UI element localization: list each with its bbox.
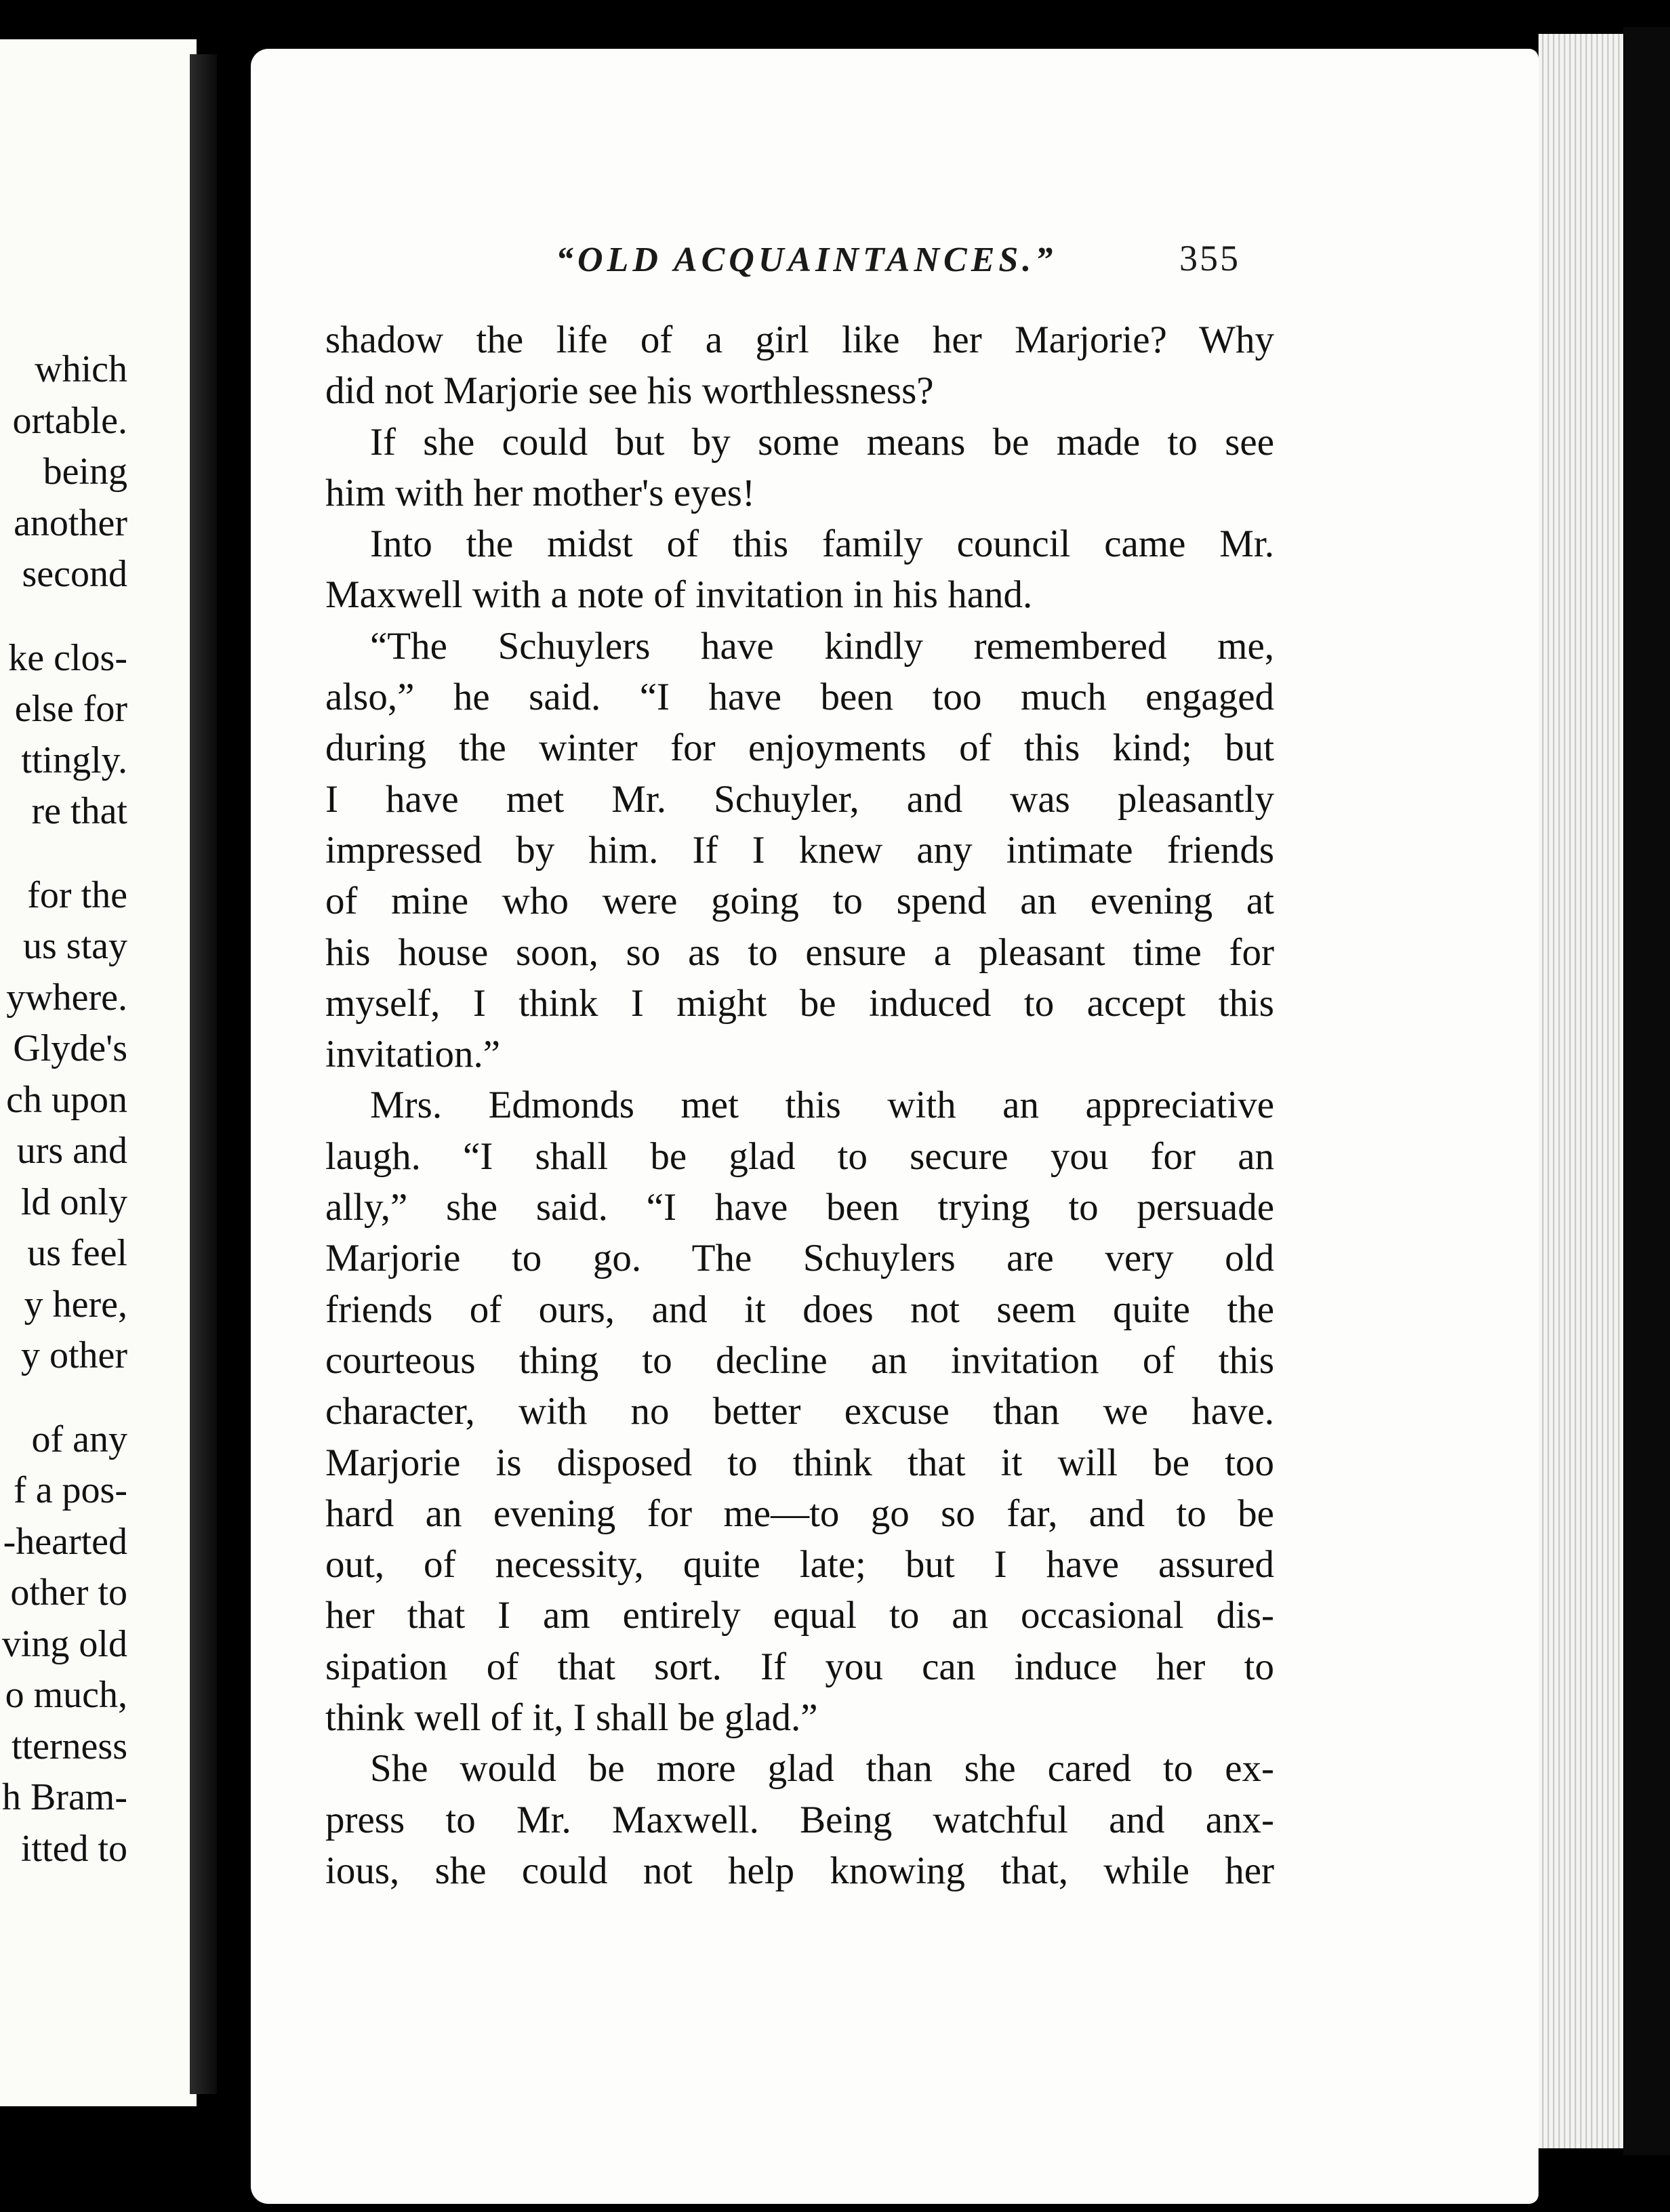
facing-page-line: other to: [10, 1572, 127, 1614]
facing-page-line: Glyde's: [13, 1027, 127, 1069]
facing-page-line: -hearted: [3, 1520, 127, 1563]
facing-page-line: ch upon: [6, 1078, 127, 1121]
text-line: sipation of that sort. If you can induce her to: [325, 1645, 1274, 1688]
book-gutter: [190, 54, 217, 2094]
facing-page-line: ttingly.: [21, 739, 127, 781]
facing-page-line: re that: [31, 790, 127, 832]
text-line: invitation.”: [325, 1033, 501, 1076]
facing-page-line: being: [43, 451, 127, 493]
text-line: Marjorie is disposed to think that it will be too: [325, 1441, 1274, 1484]
text-line: courteous thing to decline an invitation of this: [325, 1338, 1274, 1382]
facing-page-text: [0, 344, 127, 1875]
text-line: shadow the life of a girl like her Marjorie? Why: [325, 319, 1274, 361]
text-line: impressed by him. If I knew any intimate friends: [325, 828, 1274, 872]
facing-page-line: ortable.: [12, 399, 127, 442]
text-line: friends of ours, and it does not seem quite the: [325, 1288, 1274, 1331]
facing-page-line: ld only: [20, 1181, 127, 1223]
paragraph-gap: [0, 1382, 127, 1414]
text-line: ious, she could not help knowing that, while her: [325, 1849, 1274, 1892]
text-line: Maxwell with a note of invitation in his hand.: [325, 573, 1033, 617]
running-head: “OLD ACQUAINTANCES.”: [556, 241, 1057, 279]
facing-page-line: another: [14, 501, 127, 544]
page-body-text: [325, 314, 1274, 1896]
facing-page-line: else for: [14, 688, 127, 730]
facing-page-line: for the: [27, 874, 127, 916]
text-line: did not Marjorie see his worthlessness?: [325, 369, 934, 413]
facing-page-line: ke clos-: [8, 636, 127, 679]
facing-page-line: which: [35, 348, 127, 390]
page-edges: [1539, 34, 1627, 2148]
facing-page-line: ywhere.: [6, 976, 127, 1019]
book-cover-edge: [1623, 27, 1670, 2155]
text-line: hard an evening for me—to go so far, and to be: [325, 1492, 1274, 1535]
facing-page: [0, 39, 197, 2106]
page-number: 355: [1179, 238, 1240, 279]
text-line: her that I am entirely equal to an occasional dis-: [325, 1594, 1274, 1637]
paragraph-gap: [0, 600, 127, 633]
text-line: ally,” she said. “I have been trying to persuade: [325, 1186, 1274, 1229]
facing-page-line: of any: [31, 1418, 127, 1460]
facing-page-line: itted to: [20, 1827, 127, 1870]
text-line: press to Mr. Maxwell. Being watchful and anx-: [325, 1798, 1274, 1841]
facing-page-line: ving old: [1, 1622, 127, 1665]
text-line: of mine who were going to spend an evening at: [325, 880, 1274, 923]
text-line: character, with no better excuse than we have.: [325, 1390, 1274, 1433]
facing-page-line: h Bram-: [1, 1776, 127, 1818]
facing-page-line: urs and: [16, 1130, 127, 1172]
text-line: him with her mother's eyes!: [325, 471, 755, 514]
facing-page-line: y other: [20, 1334, 127, 1376]
facing-page-line: us stay: [23, 925, 127, 967]
text-line: She would be more glad than she cared to ex-: [370, 1747, 1274, 1790]
text-line: out, of necessity, quite late; but I have assured: [325, 1543, 1274, 1586]
facing-page-line: f a pos-: [14, 1469, 127, 1511]
facing-page-line: y here,: [24, 1283, 127, 1326]
text-line: I have met Mr. Schuyler, and was pleasantly: [325, 777, 1274, 821]
facing-page-line: tterness: [11, 1725, 127, 1767]
text-line: his house soon, so as to ensure a pleasant time for: [325, 930, 1274, 974]
facing-page-line: second: [22, 553, 127, 595]
paragraph-gap: [0, 838, 127, 870]
text-line: laugh. “I shall be glad to secure you for an: [325, 1134, 1274, 1178]
text-line: Mrs. Edmonds met this with an appreciative: [370, 1084, 1274, 1127]
text-line: Marjorie to go. The Schuylers are very old: [325, 1237, 1274, 1280]
text-line: during the winter for enjoyments of this kind; but: [325, 726, 1274, 770]
facing-page-line: o much,: [5, 1674, 127, 1716]
text-line: “The Schuylers have kindly remembered me,: [370, 624, 1274, 668]
text-line: myself, I think I might be induced to accept this: [325, 981, 1274, 1025]
text-line: also,” he said. “I have been too much engaged: [325, 676, 1274, 719]
text-line: think well of it, I shall be glad.”: [325, 1696, 818, 1740]
facing-page-line: us feel: [27, 1232, 127, 1274]
text-line: Into the midst of this family council came Mr.: [370, 523, 1274, 566]
text-line: If she could but by some means be made to see: [370, 420, 1274, 464]
